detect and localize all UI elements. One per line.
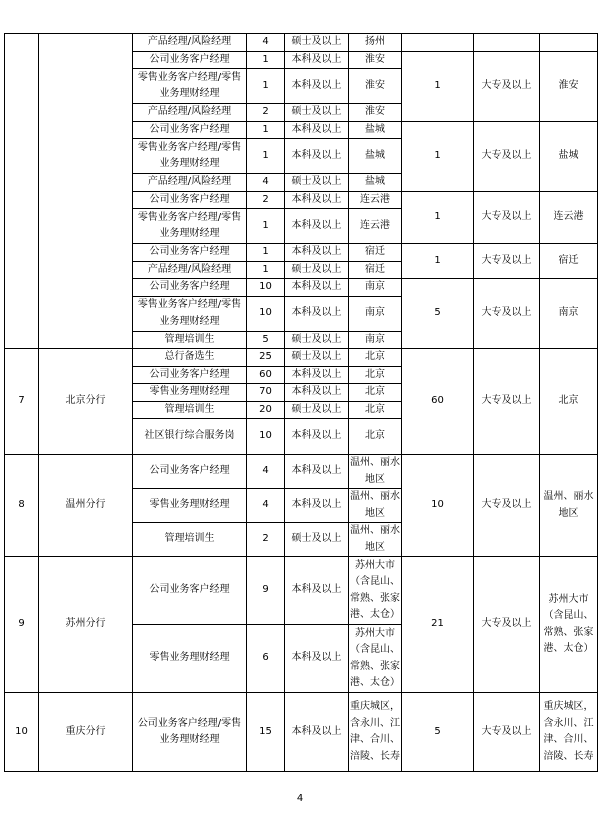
cell-count: 15: [247, 693, 285, 772]
cell-education: 本科及以上: [285, 69, 349, 104]
cell-count: 1: [247, 209, 285, 244]
cell-position: 公司业务客户经理: [133, 279, 247, 297]
cell-location: 淮安: [349, 69, 402, 104]
cell-position: 管理培训生: [133, 401, 247, 419]
cell-education-b: 大专及以上: [474, 349, 540, 455]
table-row: [5, 557, 598, 625]
cell-education: 本科及以上: [285, 51, 349, 69]
cell-position: 零售业务客户经理/零售业务理财经理: [133, 139, 247, 174]
cell-location: 盐城: [349, 121, 402, 139]
cell-position: 公司业务客户经理: [133, 557, 247, 625]
cell-position: 公司业务客户经理: [133, 366, 247, 384]
cell-location: 北京: [349, 384, 402, 402]
cell-location: 淮安: [349, 104, 402, 122]
cell-education: 本科及以上: [285, 557, 349, 625]
cell-count: 60: [247, 366, 285, 384]
cell-education: 本科及以上: [285, 209, 349, 244]
cell-location: 淮安: [349, 51, 402, 69]
cell-position: 零售业务理财经理: [133, 625, 247, 693]
cell-position: 零售业务客户经理/零售业务理财经理: [133, 69, 247, 104]
cell-education-b: 大专及以上: [474, 279, 540, 349]
cell-count: 2: [247, 523, 285, 557]
cell-location-b: 温州、丽水地区: [540, 455, 598, 557]
cell-branch: 温州分行: [39, 455, 133, 557]
cell-count: 1: [247, 261, 285, 279]
cell-position: 零售业务理财经理: [133, 384, 247, 402]
table-row: [5, 455, 598, 489]
cell-branch: 苏州分行: [39, 557, 133, 693]
cell-count: 2: [247, 104, 285, 122]
cell-location-b: 淮安: [540, 51, 598, 121]
cell-education-b: 大专及以上: [474, 244, 540, 279]
cell-count: 1: [247, 51, 285, 69]
cell-count: 10: [247, 279, 285, 297]
cell-location: 北京: [349, 366, 402, 384]
cell-location-b: 宿迁: [540, 244, 598, 279]
cell-location-b: 连云港: [540, 191, 598, 244]
cell-location: 盐城: [349, 174, 402, 192]
cell-count-b: 1: [402, 244, 474, 279]
cell-location: 温州、丽水地区: [349, 455, 402, 489]
cell-education: 硕士及以上: [285, 349, 349, 367]
cell-education: 本科及以上: [285, 384, 349, 402]
cell-education: 本科及以上: [285, 279, 349, 297]
cell-education: 本科及以上: [285, 489, 349, 523]
cell-position: 公司业务客户经理: [133, 121, 247, 139]
cell-count-b: 10: [402, 455, 474, 557]
cell-count-b: 21: [402, 557, 474, 693]
cell-position: 公司业务客户经理: [133, 191, 247, 209]
cell-position: 产品经理/风险经理: [133, 174, 247, 192]
cell-education: 本科及以上: [285, 139, 349, 174]
cell-count: 10: [247, 419, 285, 455]
cell-education: 本科及以上: [285, 366, 349, 384]
cell-seq: [5, 34, 39, 349]
cell-education: 硕士及以上: [285, 34, 349, 52]
cell-education: 硕士及以上: [285, 523, 349, 557]
cell-position: 产品经理/风险经理: [133, 261, 247, 279]
cell-count: 4: [247, 489, 285, 523]
cell-location: 北京: [349, 349, 402, 367]
cell-position: 零售业务理财经理: [133, 489, 247, 523]
cell-education: 硕士及以上: [285, 174, 349, 192]
cell-education-b: 大专及以上: [474, 557, 540, 693]
cell-education-b: 大专及以上: [474, 121, 540, 191]
cell-count: 1: [247, 139, 285, 174]
cell-education: 硕士及以上: [285, 104, 349, 122]
cell-count-b: 1: [402, 191, 474, 244]
cell-count: 4: [247, 34, 285, 52]
cell-location-b: 北京: [540, 349, 598, 455]
cell-position: 公司业务客户经理: [133, 455, 247, 489]
cell-education: 本科及以上: [285, 191, 349, 209]
cell-count: 1: [247, 69, 285, 104]
cell-location: 苏州大市（含昆山、常熟、张家港、太仓）: [349, 625, 402, 693]
cell-count: 4: [247, 455, 285, 489]
cell-count: 70: [247, 384, 285, 402]
cell-seq: 9: [5, 557, 39, 693]
cell-count: 1: [247, 121, 285, 139]
cell-branch: 重庆分行: [39, 693, 133, 772]
cell-education: 本科及以上: [285, 244, 349, 262]
cell-position: 产品经理/风险经理: [133, 34, 247, 52]
cell-education: 本科及以上: [285, 296, 349, 331]
cell-education-b: 大专及以上: [474, 455, 540, 557]
cell-education-b: 大专及以上: [474, 191, 540, 244]
cell-location: 南京: [349, 279, 402, 297]
cell-education: 本科及以上: [285, 693, 349, 772]
cell-location: 连云港: [349, 209, 402, 244]
cell-education: 硕士及以上: [285, 261, 349, 279]
cell-position: 产品经理/风险经理: [133, 104, 247, 122]
cell-education-b: 大专及以上: [474, 693, 540, 772]
cell-seq: 8: [5, 455, 39, 557]
recruitment-table: [4, 33, 598, 772]
cell-education: 硕士及以上: [285, 331, 349, 349]
cell-seq: 7: [5, 349, 39, 455]
cell-location-b: 南京: [540, 279, 598, 349]
cell-position: 公司业务客户经理: [133, 51, 247, 69]
cell-location-b: 苏州大市（含昆山、常熟、张家港、太仓）: [540, 557, 598, 693]
cell-position: 零售业务客户经理/零售业务理财经理: [133, 209, 247, 244]
cell-education-b: 大专及以上: [474, 51, 540, 121]
page-number: 4: [296, 793, 304, 804]
cell-count: 9: [247, 557, 285, 625]
cell-education: 本科及以上: [285, 419, 349, 455]
cell-count: 1: [247, 244, 285, 262]
cell-location-b: 重庆城区，含永川、江津、合川、涪陵、长寿: [540, 693, 598, 772]
cell-location: 温州、丽水地区: [349, 523, 402, 557]
cell-count: 5: [247, 331, 285, 349]
table-row: [5, 693, 598, 772]
cell-branch: 北京分行: [39, 349, 133, 455]
cell-position: 管理培训生: [133, 331, 247, 349]
cell-location-b: [540, 34, 598, 52]
cell-education-b: [474, 34, 540, 52]
cell-seq: 10: [5, 693, 39, 772]
cell-position: 总行备选生: [133, 349, 247, 367]
cell-education: 本科及以上: [285, 455, 349, 489]
cell-count: 2: [247, 191, 285, 209]
cell-education: 本科及以上: [285, 625, 349, 693]
cell-location: 南京: [349, 331, 402, 349]
cell-location: 连云港: [349, 191, 402, 209]
cell-location-b: 盐城: [540, 121, 598, 191]
cell-location: 重庆城区，含永川、江津、合川、涪陵、长寿: [349, 693, 402, 772]
cell-count: 25: [247, 349, 285, 367]
cell-position: 社区银行综合服务岗: [133, 419, 247, 455]
cell-location: 北京: [349, 401, 402, 419]
cell-count-b: 1: [402, 51, 474, 121]
cell-count-b: [402, 34, 474, 52]
cell-education: 本科及以上: [285, 121, 349, 139]
cell-count-b: 1: [402, 121, 474, 191]
cell-position: 公司业务客户经理: [133, 244, 247, 262]
cell-position: 公司业务客户经理/零售业务理财经理: [133, 693, 247, 772]
cell-count-b: 60: [402, 349, 474, 455]
cell-education: 硕士及以上: [285, 401, 349, 419]
cell-count: 6: [247, 625, 285, 693]
cell-count: 10: [247, 296, 285, 331]
table-row: [5, 34, 598, 52]
cell-position: 管理培训生: [133, 523, 247, 557]
cell-location: 扬州: [349, 34, 402, 52]
cell-location: 盐城: [349, 139, 402, 174]
cell-count: 4: [247, 174, 285, 192]
cell-location: 北京: [349, 419, 402, 455]
cell-count: 20: [247, 401, 285, 419]
cell-location: 苏州大市（含昆山、常熟、张家港、太仓）: [349, 557, 402, 625]
cell-branch: [39, 34, 133, 349]
cell-count-b: 5: [402, 279, 474, 349]
cell-location: 温州、丽水地区: [349, 489, 402, 523]
cell-location: 宿迁: [349, 244, 402, 262]
cell-position: 零售业务客户经理/零售业务理财经理: [133, 296, 247, 331]
cell-location: 宿迁: [349, 261, 402, 279]
cell-count-b: 5: [402, 693, 474, 772]
table-row: [5, 349, 598, 367]
cell-location: 南京: [349, 296, 402, 331]
